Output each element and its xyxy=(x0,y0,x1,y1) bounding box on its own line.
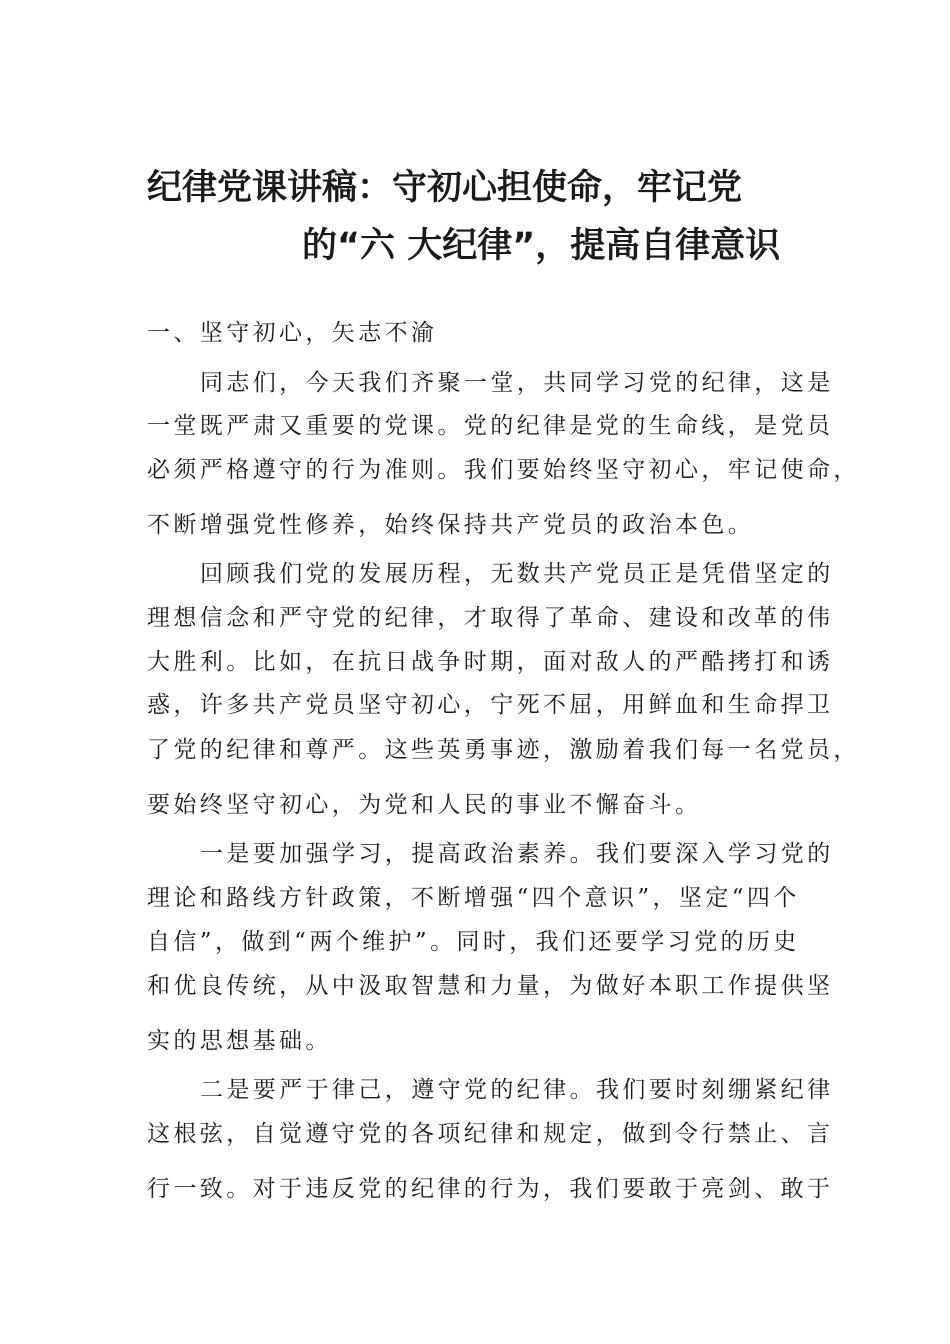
paragraph-line: 理论和路线方针政策，不断增强“四个意识”，坚定“四个 xyxy=(147,885,800,911)
paragraph-line: 实的思想基础。 xyxy=(147,1028,332,1054)
section-heading: 一、坚守初心，矢志不渝 xyxy=(147,320,438,346)
paragraph-line: 一是要加强学习，提高政治素养。我们要深入学习党的 xyxy=(200,841,834,867)
paragraph-line: 和优良传统，从中汲取智慧和力量，为做好本职工作提供坚 xyxy=(147,973,834,999)
paragraph-line: 了党的纪律和尊严。这些英勇事迹，激励着我们每一名党员， xyxy=(147,737,860,763)
paragraph-line: 要始终坚守初心，为党和人民的事业不懈奋斗。 xyxy=(147,792,702,818)
paragraph-line: 必须严格遵守的行为准则。我们要始终坚守初心，牢记使命， xyxy=(147,457,860,483)
paragraph-line: 理想信念和严守党的纪律，才取得了革命、建设和改革的伟 xyxy=(147,605,834,631)
document-title-line-1: 纪律党课讲稿：守初心担使命，牢记党 xyxy=(147,168,743,208)
paragraph-line: 大胜利。比如，在抗日战争时期，面对敌人的严酷拷打和诱 xyxy=(147,649,834,675)
paragraph-line: 二是要严于律己，遵守党的纪律。我们要时刻绷紧纪律 xyxy=(200,1077,834,1103)
paragraph-line: 回顾我们党的发展历程，无数共产党员正是凭借坚定的 xyxy=(200,561,834,587)
document-title-line-2: 的“六 大纪律”，提高自律意识 xyxy=(302,226,781,266)
paragraph-line: 不断增强党性修养，始终保持共产党员的政治本色。 xyxy=(147,512,755,538)
paragraph-line: 一堂既严肃又重要的党课。党的纪律是党的生命线，是党员 xyxy=(147,413,834,439)
paragraph-line: 自信”，做到“两个维护”。同时，我们还要学习党的历史 xyxy=(147,929,800,955)
paragraph-line: 惑，许多共产党员坚守初心，宁死不屈，用鲜血和生命捍卫 xyxy=(147,692,834,718)
paragraph-line: 行一致。对于违反党的纪律的行为，我们要敢于亮剑、敢于 xyxy=(147,1176,834,1202)
paragraph-line: 同志们，今天我们齐聚一堂，共同学习党的纪律，这是 xyxy=(200,370,834,396)
paragraph-line: 这根弦，自觉遵守党的各项纪律和规定，做到令行禁止、言 xyxy=(147,1121,834,1147)
